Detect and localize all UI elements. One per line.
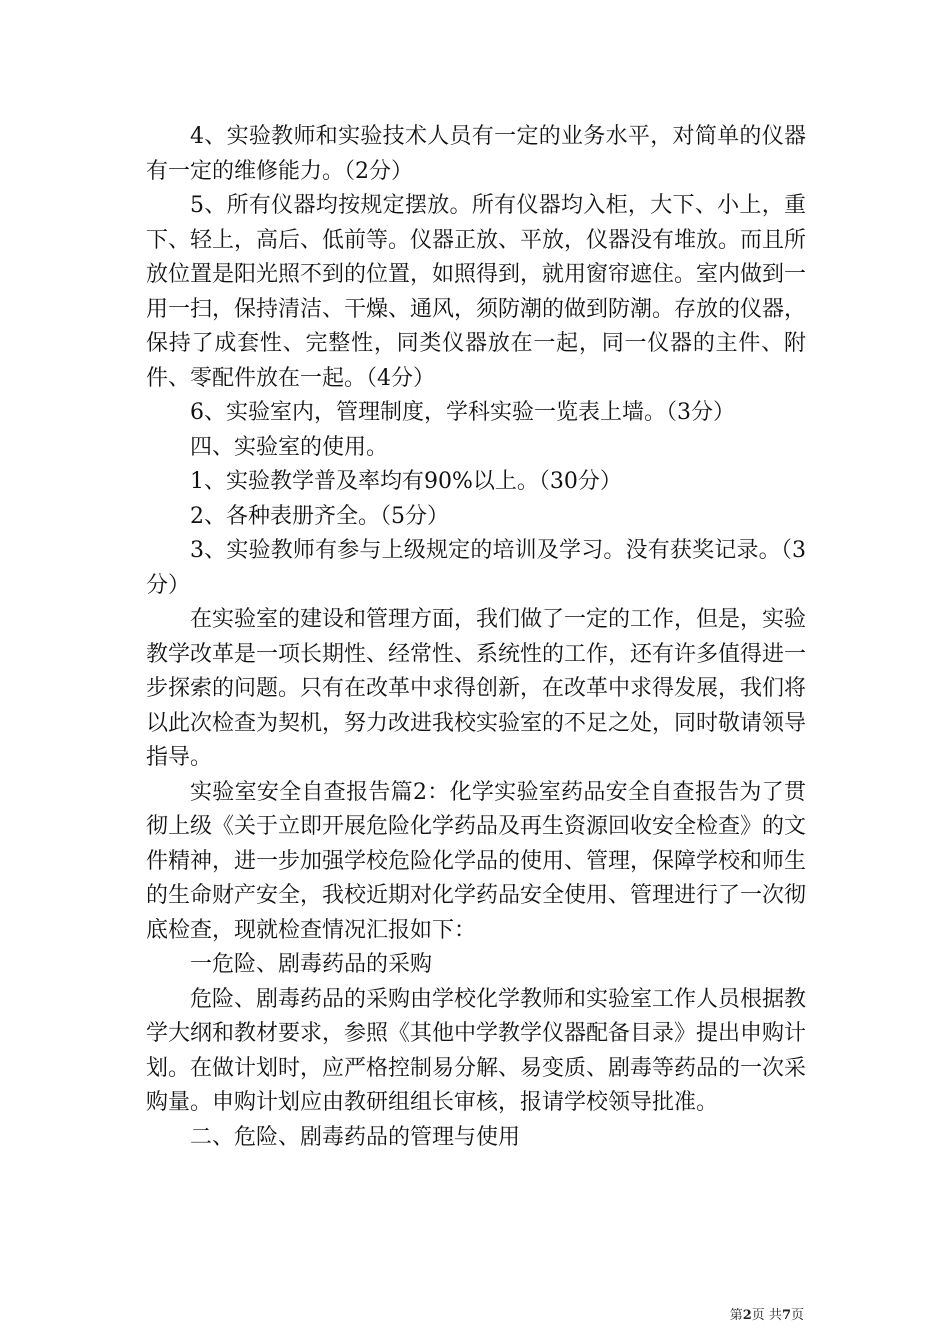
paragraph-summary: 在实验室的建设和管理方面，我们做了一定的工作，但是，实验教学改革是一项长期性、经常性、系统性的工作，还有许多值得进一步探索的问题。只有在改革中求得创新，在改革中求得发展，我们将以此次检查为契机，努力改进我校实验室的不足之处，同时敬请领导指导。 [146, 607, 807, 770]
footer-current-page: 2 [742, 1308, 752, 1323]
section-heading-usage: 四、实验室的使用。 [190, 434, 389, 460]
paragraph-item-6: 6、实验室内，管理制度，学科实验一览表上墙。（3分） [190, 400, 735, 425]
document-body [146, 120, 806, 1155]
section-heading-management: 二、危险、剧毒药品的管理与使用 [190, 1124, 521, 1150]
footer-prefix: 第 [729, 1308, 743, 1323]
paragraph-item-5: 5、所有仪器均按规定摆放。所有仪器均入柜，大下、小上，重下、轻上，高后、低前等。仪器正放、平放，仪器没有堆放。而且所放位置是阳光照不到的位置，如照得到，就用窗帘遮住。室内做到一用一扫，保持清洁、干燥、通风，须防潮的做到防潮。存放的仪器，保持了成套性、完整性，同类仪器放在一起，同一仪器的主件、附件、零配件放在一起。（4分） [146, 193, 807, 391]
page-number-footer [730, 1308, 804, 1324]
paragraph-usage-3: 3、实验教师有参与上级规定的培训及学习。没有获奖记录。（3分） [146, 538, 806, 598]
paragraph-item-4: 4、实验教师和实验技术人员有一定的业务水平，对简单的仪器有一定的维修能力。（2分） [146, 124, 806, 184]
paragraph-procurement: 危险、剧毒药品的采购由学校化学教师和实验室工作人员根据教学大纲和教材要求，参照《其他中学教学仪器配备目录》提出申购计划。在做计划时，应严格控制易分解、易变质、剧毒等药品的一次采购量。申购计划应由教研组组长审核，报请学校领导批准。 [146, 986, 807, 1115]
paragraph-report-2-intro: 实验室安全自查报告篇2：化学实验室药品安全自查报告为了贯彻上级《关于立即开展危险化学药品及再生资源回收安全检查》的文件精神，进一步加强学校危险化学品的使用、管理，保障学校和师生的生命财产安全，我校近期对化学药品安全使用、管理进行了一次彻底检查，现就检查情况汇报如下： [146, 779, 807, 943]
section-heading-procurement: 一危险、剧毒药品的采购 [190, 952, 433, 977]
footer-middle: 页 共 [751, 1308, 782, 1323]
footer-suffix: 页 [790, 1308, 804, 1323]
paragraph-usage-1: 1、实验教学普及率均有90%以上。（30分） [190, 469, 622, 494]
footer-total-pages: 7 [781, 1308, 791, 1323]
paragraph-usage-2: 2、各种表册齐全。（5分） [190, 503, 449, 529]
